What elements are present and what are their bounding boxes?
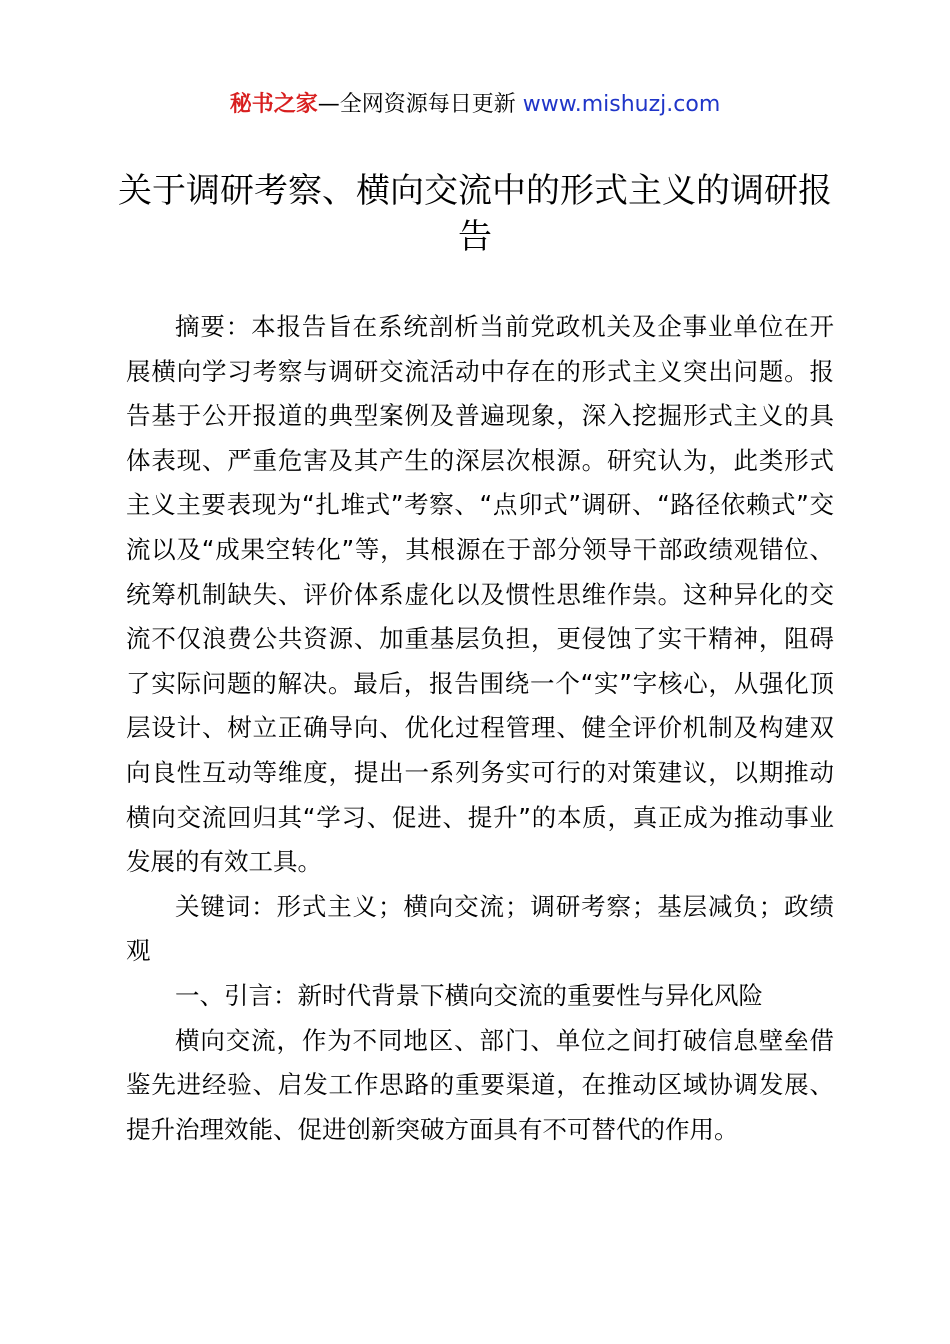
page-header (0, 88, 950, 122)
document-body (126, 305, 834, 1152)
document-title: 关于调研考察、横向交流中的形式主义的调研报告 (118, 171, 832, 257)
header-slogan: —全网资源每日更新 (317, 92, 516, 117)
abstract-paragraph: 摘要：本报告旨在系统剖析当前党政机关及企事业单位在开展横向学习考察与调研交流活动中存在的形式主义突出问题。报告基于公开报道的典型案例及普遍现象，深入挖掘形式主义的具体表现、严重危害及其产生的深层次根源。研究认为，此类形式主义主要表现为“扎堆式”考察、“点卯式”调研、“路径依赖式”交流以及“成果空转化”等，其根源在于部分领导干部政绩观错位、统筹机制缺失、评价体系虚化以及惯性思维作祟。这种异化的交流不仅浪费公共资源、加重基层负担，更侵蚀了实干精神，阻碍了实际问题的解决。最后，报告围绕一个“实”字核心，从强化顶层设计、树立正确导向、优化过程管理、健全评价机制及构建双向良性互动等维度，提出一系列务实可行的对策建议，以期推动横向交流回归其“学习、促进、提升”的本质，真正成为推动事业发展的有效工具。 (126, 312, 834, 877)
section-heading: 一、引言：新时代背景下横向交流的重要性与异化风险 (175, 980, 763, 1010)
header-brand: 秘书之家 (229, 92, 318, 117)
keywords-paragraph: 关键词：形式主义；横向交流；调研考察；基层减负；政绩观 (126, 891, 834, 966)
header-site-link[interactable]: www.mishuzj.com (522, 92, 721, 117)
intro-paragraph: 横向交流，作为不同地区、部门、单位之间打破信息壁垒借鉴先进经验、启发工作思路的重要渠道，在推动区域协调发展、提升治理效能、促进创新突破方面具有不可替代的作用。 (126, 1025, 834, 1144)
